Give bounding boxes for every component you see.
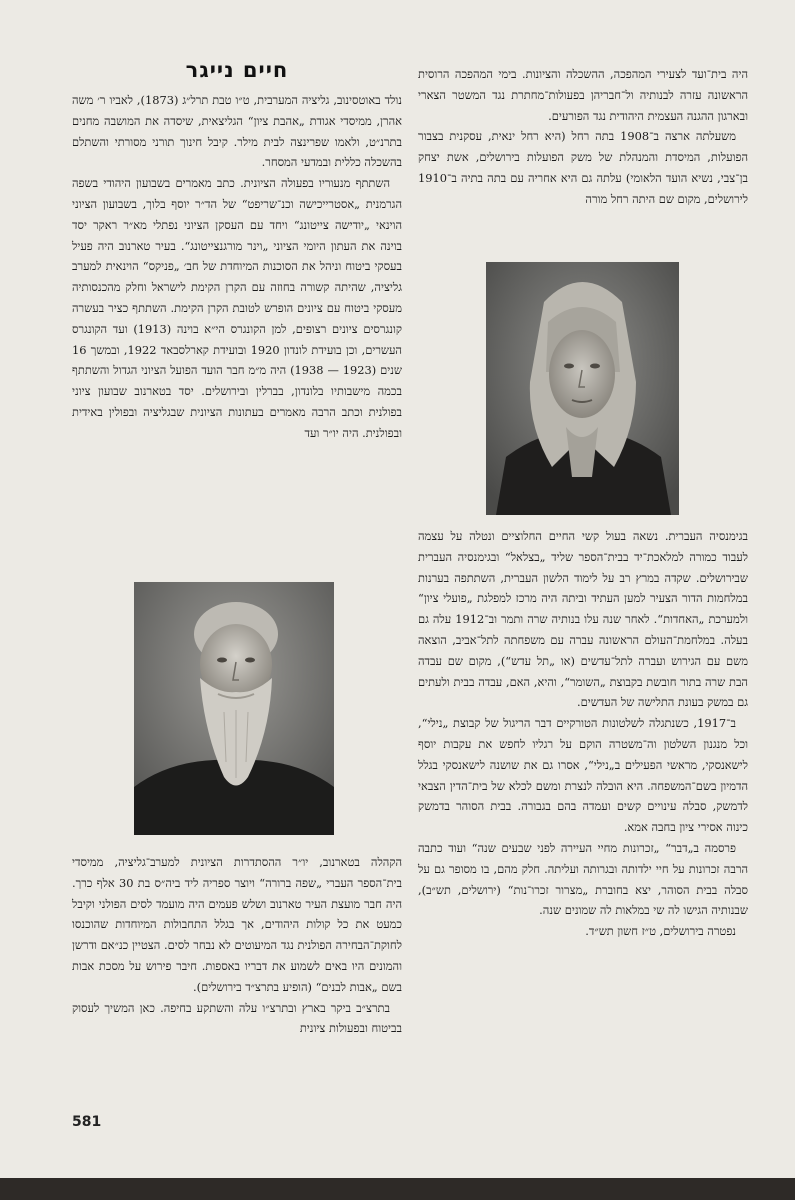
paragraph: נולד באוטסינוב, גליציה המערבית, ט״ו טבת תרל״ג (1873), לאביו ר׳ משה אהרן, ממיסדי אגודת „אהבת ציון“ הגליצאית, שיסדה את המושבה מחנים בתרנ״ט, ולאמו שפרינצה לבית מילר. קיבל חינוך תורני מסורתי והשתלם בהשכלה כללית ובמדעי המסחר.	[72, 93, 402, 170]
paragraph: משעלתה ארצה ב־1908 בתה רחל (היא רחל ינאית, עסקנית בצבור הפועלות, המיסדת והמנהלת של משק הפועלות בירושלים, אשת יצחק בן־צבי, נשיא הועד הלאומי) עלתה גם היא אחריה עם בתה בתיה ב־1910 לירושלים, מקום שם היתה רחל מורה	[418, 129, 748, 206]
portrait-photo-woman	[486, 262, 679, 515]
right-column-top	[418, 64, 748, 210]
left-column-bottom	[72, 852, 402, 1039]
right-column-bottom	[418, 526, 748, 942]
portrait-photo-man	[134, 582, 334, 835]
paragraph: נפטרה בירושלים, ט״ז חשון תש״ד.	[585, 924, 736, 939]
paragraph: פרסמה ב„דבר“ „זכרונות מחיי העיירה לפני שבעים שנה“ ועוד כתבה הרבה זכרונות על חיי ילדותה ובגרותה ועליתה. חלק מהם, בו מסופר גם על סבלה בבית הסוהר, יצא בחוברת „מצרור זכרו־נות“ (ירושלים, תש״ב), שבנותיה הגישו לה שי במלאות לה שמונים שנה.	[418, 840, 748, 918]
scan-bottom-edge	[0, 1178, 795, 1200]
left-column-top	[72, 90, 402, 444]
page-number: 581	[72, 1114, 102, 1130]
paragraph: היה בית־ועד לצעירי המהפכה, ההשכלה והציונות. בימי המהפכה הרוסית הראשונה עזרה לבנותיה ול־חבריהן בפעולות־מחתרת נגד המשטר הצארי ובארגון ההגנה העצמית היהודית נגד הפורעים.	[418, 67, 748, 123]
paragraph: בתרצ״ב ביקר בארץ ובתרצ״ו עלה והשתקע בחיפה. כאן המשיך לעסוק בביטוח ובפעולות ציונית	[72, 1000, 402, 1036]
article-heading: חיים נייגר	[185, 58, 289, 82]
paragraph: בגימנסיה העברית. נשאה בעול קשי החיים החלוציים ונטלה על עצמה לעבוד כמורה למלאכת־יד בבית־הספר שליד „בצלאל“ ובגימנסיה העברית שבירושלים. שקדה במרץ רב על לימוד הלשון העברית, השתתפה בערנות במלחמות הדור הצעיר למען העתיד וביתה היה מרכז למפלגת „פועלי ציון“ ולמערכת „האחדות“. לאחר שנה עלו בנותיה שרה ותמר וב־1912 עלה גם בעלה. במלחמת־העולם הראשונה עברה עם משפחתה לתל־אביב, הוצאה משם עם הגירוש ועברה לתל־עדשים (או „תל עדש“), מקום שם עבדה הבת שרה בתור חובשת בקבוצת „השומר“, והיא, האם, עבדה בבית ולעתים גם במשק בעונת התלישה של העדשים.	[418, 529, 749, 710]
paragraph: השתתף מנעוריו בפעולה הציונית. כתב מאמרים בשבועון היהודי בשפה הגרמנית „אסטרייכישה וכנ־שריפט“ של הד״ר יוסף בלוך, בשבועון הציוני הוינאי „יודישה צייטונג“ ויחד עם העסקן הציוני נפתלי מא״ר ראקר יסד בוינה את העתון היומי הציוני „וינר מורגנצייטונג“. בעיר טארנוב היה פעיל בעסקי ביטוח וניהל את הסוכנות המיוחדת של חב׳ „פניקס“ הוינאית למערב גליציה, שהיתה קשורה בחוזה עם הקרן הקימת לישראל וחלק מהכנסותיה מעסקי ביטוח עם ציונים הופרש לטובת הקרן הקימת. השתתף כציר בעשרה קונגרסים ציונים רצופים, למן הקונגרס הי״א בוינה (1913) ועד הקונגרס העשרים, וכן בועידת לונדון 1920 ובועידת קארלסבאד 1922, ובמשך 16 שנים (1923 — 1938) היה מ״מ חבר הועד הפועל הציוני הגדול והשתתף בכמה מישבותיו בלונדון, בברלין ובירושלים. יסד בטארנוב שבועון ציוני בפולנית וכתב הרבה מאמרים בעתונות הציונית שבגליציה ובפולין באידית ובפולנית. היה יו״ר ועד	[72, 176, 402, 440]
paragraph: ב־1917, כשנתגלה לשלטונות הטורקיים דבר הריגול של קבוצת „נילי“, וכל מנגנון השלטון וה־משטרה הוקם על רגליו לחפש את עקבות יוסף לישאנסקי, מראשי הפעילים ב„נילי“, אסרו גם את שושנה לישאנסקי בגלל הדמיון בשם־המשפחה. היא הובלה לנצרת ומשם לכלא של בית־הדין הצבאי לדמשק, סבלה עינויים קשים ועמדה בהם בגבורה. בבית הסוהר בדמשק כינוה אסירי ציון בחבה אמא.	[418, 716, 748, 835]
paragraph: הקהלה בטארנוב, יו״ר ההסתדרות הציונית למערב־גליציה, ממיסדי בית־הספר העברי „שפה ברורה“ ויוצר ספריה ליד ביה״ס בת 30 אלף כרך. היה חבר מועצת העיר טארנוב ושלש פעמים היה מועמד לסים הפולני וקיבל כמעט את כל קולות היהודים, אך בגלל התחבולות המיוחדות שהוכנסו לחוקת־הבחירה הפולנית נגד המיעוטים לא נבחר לסים. הצטיין כנ״אם ודרשן והמונים היו באים לשמוע את דבריו באספות. חיבר פירוש על מסכת אבות בשם „אבות לבנים“ (הופיע בתרצ״ד בירושלים).	[72, 855, 402, 994]
